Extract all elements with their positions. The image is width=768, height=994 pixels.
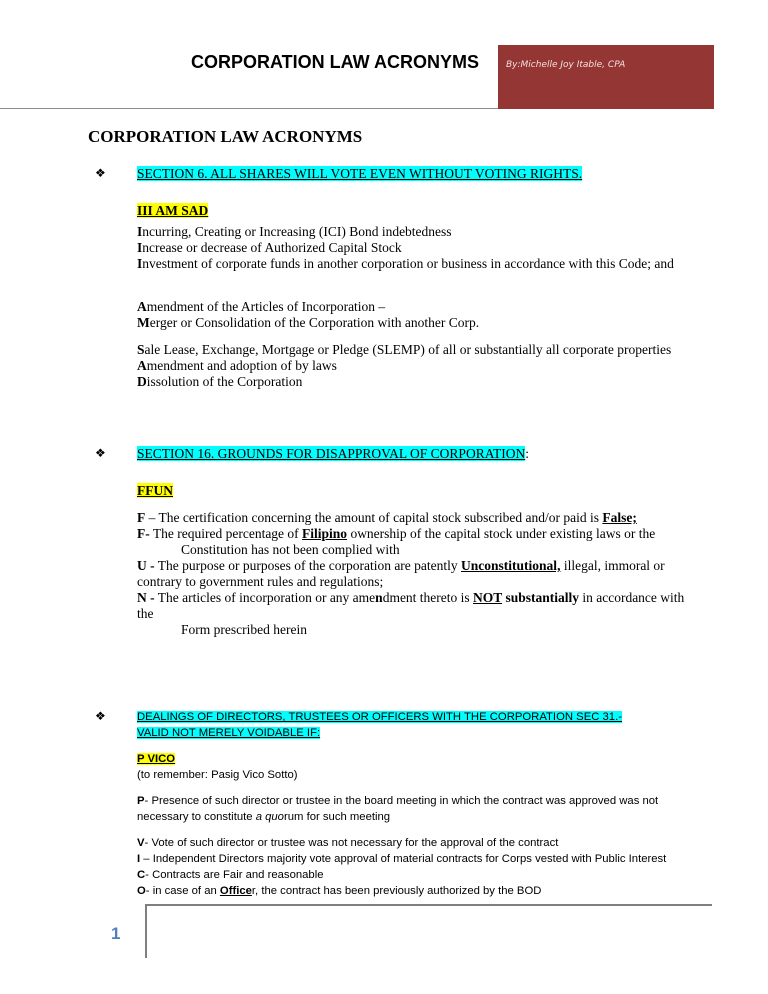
header-author-box bbox=[498, 45, 714, 109]
list-item: Dissolution of the Corporation bbox=[137, 374, 303, 389]
footer-vertical-bar bbox=[145, 904, 147, 958]
section-6-heading: SECTION 6. ALL SHARES WILL VOTE EVEN WITHOUT VOTING RIGHTS. bbox=[137, 166, 583, 181]
header-title: CORPORATION LAW ACRONYMS bbox=[191, 52, 479, 72]
list-item: Merger or Consolidation of the Corporation with another Corp. bbox=[137, 315, 480, 330]
list-item: U - The purpose or purposes of the corporation are patently Unconstitutional, illegal, immoral or contrary to government rules and regulations; bbox=[137, 558, 665, 589]
page-number: 1 bbox=[111, 924, 121, 943]
list-item: Amendment and adoption of by laws bbox=[137, 358, 337, 373]
list-item: F- The required percentage of Filipino ownership of the capital stock under existing laws or the Constitution has not been complied with bbox=[137, 526, 656, 557]
list-group bbox=[137, 342, 690, 390]
list-item: V- Vote of such director or trustee was not necessary for the approval of the contract bbox=[137, 837, 559, 849]
footer-divider bbox=[146, 904, 712, 906]
acronym-ffun: FFUN bbox=[137, 483, 173, 498]
header-author: By:Michelle Joy Itable, CPA bbox=[506, 60, 626, 70]
list-item: N - The articles of incorporation or any amendment thereto is NOT substantially in accordance with the Form prescribed herein bbox=[137, 590, 685, 637]
list-item: Sale Lease, Exchange, Mortgage or Pledge (SLEMP) of all or substantially all corporate properties bbox=[137, 342, 672, 357]
list-item: F – The certification concerning the amount of capital stock subscribed and/or paid is False; bbox=[137, 510, 637, 525]
list-item: I – Independent Directors majority vote approval of material contracts for Corps vested with Public Interest bbox=[137, 853, 667, 865]
list-item: C- Contracts are Fair and reasonable bbox=[137, 869, 324, 881]
p-vico-list bbox=[137, 835, 690, 899]
acronym-iii-am-sad: III AM SAD bbox=[137, 203, 209, 218]
list-item: Investment of corporate funds in another corporation or business in accordance with this Code; and bbox=[137, 256, 674, 271]
list-item: Incurring, Creating or Increasing (ICI) Bond indebtedness bbox=[137, 224, 452, 239]
ffun-list bbox=[137, 510, 690, 638]
diamond-bullet-icon: ❖ bbox=[95, 166, 106, 180]
diamond-bullet-icon: ❖ bbox=[95, 709, 106, 723]
list-item: O- in case of an Officer, the contract has been previously authorized by the BOD bbox=[137, 885, 542, 897]
list-group bbox=[137, 299, 690, 331]
list-item: P- Presence of such director or trustee in the board meeting in which the contract was approved was not necessary to constitute a quorum for such meeting bbox=[137, 795, 659, 823]
main-title: CORPORATION LAW ACRONYMS bbox=[88, 127, 363, 146]
list-group bbox=[137, 224, 690, 272]
section-16-heading: SECTION 16. GROUNDS FOR DISAPPROVAL OF CORPORATION: bbox=[137, 446, 529, 461]
list-item: Amendment of the Articles of Incorporation – bbox=[137, 299, 386, 314]
section-31-heading: DEALINGS OF DIRECTORS, TRUSTEES OR OFFICERS WITH THE CORPORATION SEC 31.- VALID NOT MERELY VOIDABLE IF: bbox=[137, 711, 622, 739]
acronym-p-vico: P VICO bbox=[137, 753, 176, 765]
diamond-bullet-icon: ❖ bbox=[95, 446, 106, 460]
header-divider bbox=[0, 108, 498, 109]
mnemonic-note: (to remember: Pasig Vico Sotto) bbox=[137, 769, 298, 781]
list-item: Increase or decrease of Authorized Capital Stock bbox=[137, 240, 402, 255]
